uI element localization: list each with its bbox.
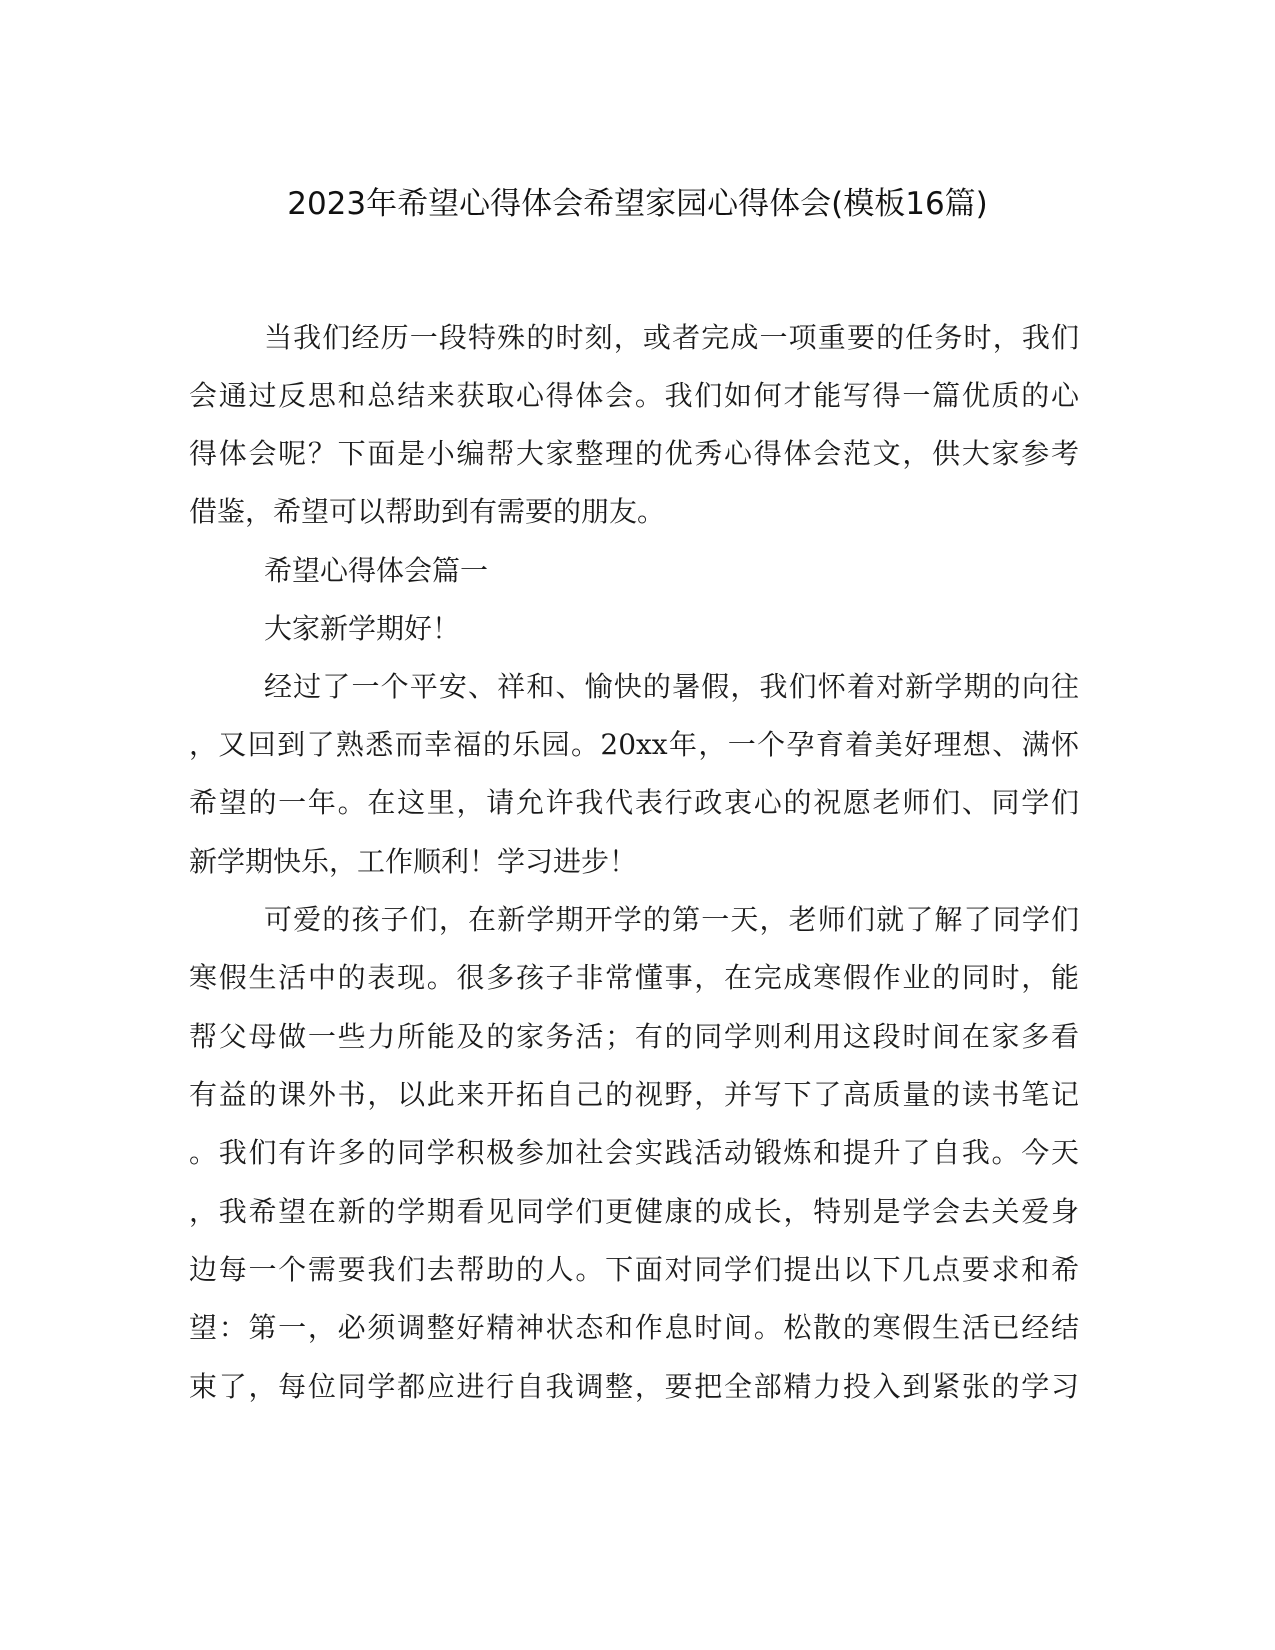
paragraph-line: 借鉴，希望可以帮助到有需要的朋友。 (189, 495, 666, 528)
paragraph-line: 得体会呢？下面是小编帮大家整理的优秀心得体会范文，供大家参考 (189, 437, 1079, 470)
paragraph-line: 新学期快乐，工作顺利！学习进步！ (189, 845, 638, 878)
paragraph-line: ，我希望在新的学期看见同学们更健康的成长，特别是学会去关爱身 (189, 1195, 1079, 1228)
paragraph-line: 可爱的孩子们，在新学期开学的第一天，老师们就了解了同学们 (264, 903, 1079, 936)
greeting-line: 大家新学期好！ (264, 612, 461, 645)
paragraph-line: 当我们经历一段特殊的时刻，或者完成一项重要的任务时，我们 (264, 321, 1079, 354)
paragraph-line: 帮父母做一些力所能及的家务活；有的同学则利用这段时间在家多看 (189, 1020, 1079, 1053)
paragraph-line: 望：第一，必须调整好精神状态和作息时间。松散的寒假生活已经结 (189, 1311, 1079, 1344)
paragraph-line: 希望的一年。在这里，请允许我代表行政衷心的祝愿老师们、同学们 (189, 786, 1079, 819)
paragraph-line: 边每一个需要我们去帮助的人。下面对同学们提出以下几点要求和希 (189, 1253, 1079, 1286)
document-title: 2023年希望心得体会希望家园心得体会(模板16篇) (287, 186, 988, 222)
paragraph-line: 束了，每位同学都应进行自我调整，要把全部精力投入到紧张的学习 (189, 1370, 1079, 1403)
paragraph-line: 。我们有许多的同学积极参加社会实践活动锻炼和提升了自我。今天 (189, 1136, 1079, 1169)
paragraph-line: 寒假生活中的表现。很多孩子非常懂事，在完成寒假作业的同时，能 (189, 961, 1079, 994)
section-heading: 希望心得体会篇一 (264, 554, 489, 587)
paragraph-line: 有益的课外书，以此来开拓自己的视野，并写下了高质量的读书笔记 (189, 1078, 1079, 1111)
paragraph-line: 经过了一个平安、祥和、愉快的暑假，我们怀着对新学期的向往 (264, 670, 1079, 703)
paragraph-line: ，又回到了熟悉而幸福的乐园。20xx年，一个孕育着美好理想、满怀 (189, 728, 1079, 761)
paragraph-line: 会通过反思和总结来获取心得体会。我们如何才能写得一篇优质的心 (189, 379, 1079, 412)
